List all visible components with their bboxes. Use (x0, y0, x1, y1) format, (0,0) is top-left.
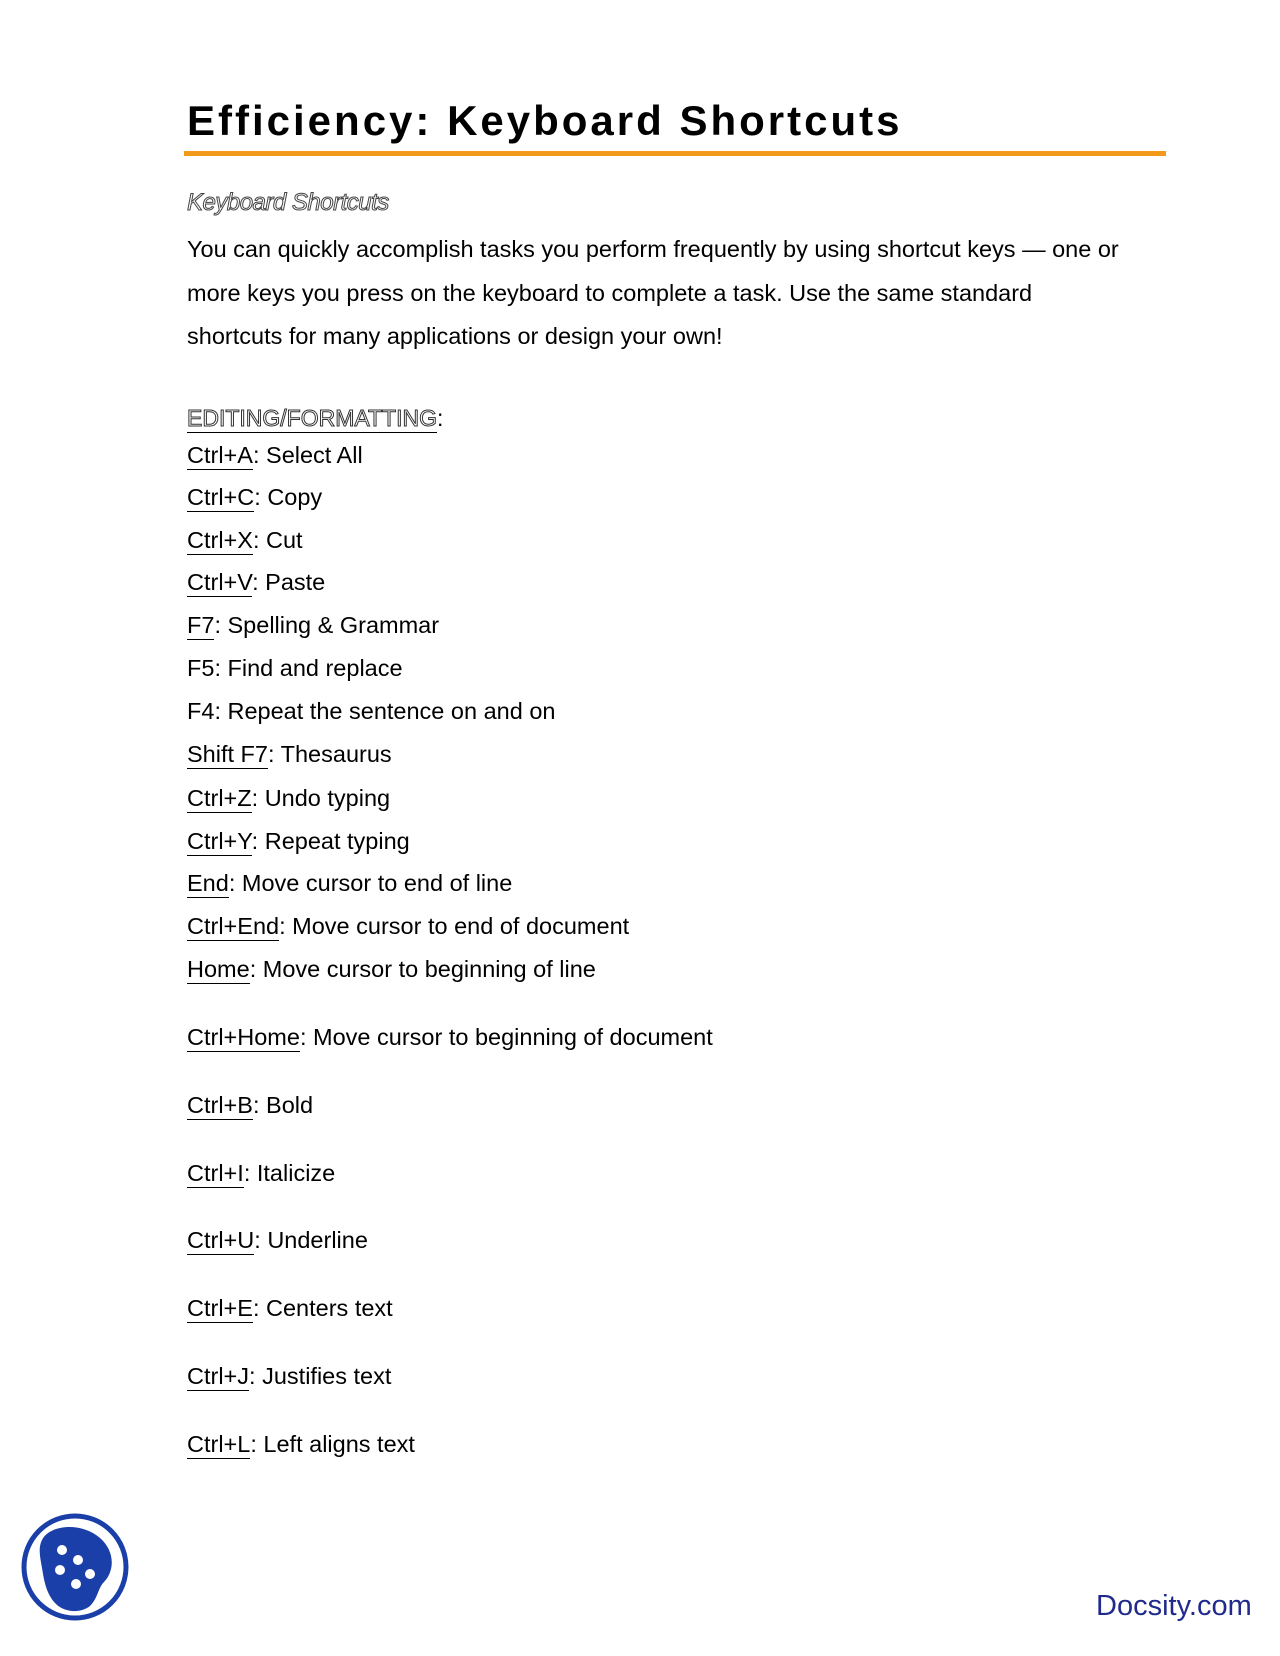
shortcut-item (187, 610, 439, 640)
intro-line: more keys you press on the keyboard to complete a task. Use the same standard (187, 279, 1033, 306)
shortcut-key: Ctrl+X (187, 527, 253, 553)
shortcut-item (187, 826, 410, 856)
shortcut-action: Cut (266, 527, 303, 553)
shortcut-item (187, 525, 303, 555)
shortcut-action: Italicize (256, 1160, 336, 1186)
shortcut-sep: : (249, 1363, 263, 1389)
shortcut-key: Shift F7 (187, 741, 268, 767)
shortcut-action: Select All (266, 442, 363, 468)
shortcut-sep: : (252, 1092, 267, 1118)
shortcut-key: Ctrl+E (187, 1295, 253, 1321)
shortcut-sep: : (214, 655, 228, 681)
shortcut-item (187, 567, 325, 597)
shortcut-sep: : (252, 527, 267, 553)
docsity-brand-link[interactable]: Docsity.com (1096, 1590, 1252, 1622)
shortcut-item (187, 954, 596, 984)
shortcut-item (187, 1022, 713, 1052)
shortcut-item (187, 1158, 335, 1188)
shortcut-action: Thesaurus (280, 741, 392, 767)
shortcut-action: Paste (265, 569, 326, 595)
shortcut-sep: : (267, 741, 281, 767)
shortcut-action: Move cursor to beginning of document (313, 1024, 713, 1050)
shortcut-item (187, 1225, 368, 1255)
shortcut-action: Find and replace (227, 655, 403, 681)
shortcut-sep: : (251, 785, 265, 811)
shortcut-key: F7 (187, 612, 215, 638)
shortcut-sep: : (252, 1295, 267, 1321)
shortcut-item (187, 696, 555, 726)
shortcut-key: Ctrl+End (187, 913, 280, 939)
shortcut-action: Underline (267, 1227, 368, 1253)
section-heading (187, 405, 443, 432)
section-heading-colon: : (437, 405, 444, 431)
shortcut-sep: : (214, 612, 228, 638)
shortcut-action: Move cursor to end of document (292, 913, 630, 939)
shortcut-key: Home (187, 956, 250, 982)
shortcut-sep: : (254, 1227, 268, 1253)
shortcut-action: Centers text (266, 1295, 393, 1321)
intro-line: shortcuts for many applications or design your own! (187, 323, 723, 349)
shortcut-key: Ctrl+B (187, 1092, 253, 1118)
shortcut-sep: : (243, 1160, 257, 1186)
shortcut-key: Ctrl+A (187, 442, 253, 468)
shortcut-action: Bold (266, 1092, 314, 1118)
subheading: Keyboard Shortcuts (187, 189, 389, 216)
docsity-logo-icon[interactable] (20, 1512, 130, 1622)
shortcut-item (187, 783, 390, 813)
shortcut-key: F5 (187, 655, 215, 681)
shortcut-key: F4 (187, 698, 215, 724)
section-heading-text: EDITING/FORMATTING (187, 405, 438, 431)
title-rule (184, 151, 1166, 156)
shortcut-key: Ctrl+V (187, 569, 253, 595)
shortcut-action: Repeat typing (264, 828, 410, 854)
shortcut-action: Move cursor to beginning of line (262, 956, 596, 982)
shortcut-key: Ctrl+L (187, 1431, 251, 1457)
shortcut-key: Ctrl+U (187, 1227, 255, 1253)
shortcut-sep: : (249, 956, 263, 982)
shortcut-action: Copy (267, 484, 323, 510)
shortcut-item (187, 653, 403, 683)
shortcut-action: Move cursor to end of line (241, 870, 513, 896)
shortcut-sep: : (228, 870, 242, 896)
shortcut-action: Repeat the sentence on and on (227, 698, 556, 724)
shortcut-item (187, 868, 512, 898)
shortcut-sep: : (279, 913, 293, 939)
shortcut-action: Left aligns text (263, 1431, 415, 1457)
shortcut-item (187, 1293, 393, 1323)
shortcut-item (187, 1429, 415, 1459)
shortcut-key: Ctrl+Home (187, 1024, 300, 1050)
shortcut-sep: : (299, 1024, 314, 1050)
shortcut-action: Justifies text (262, 1363, 392, 1389)
shortcut-key: Ctrl+C (187, 484, 255, 510)
shortcut-key: Ctrl+Y (187, 828, 252, 854)
shortcut-sep: : (252, 569, 266, 595)
shortcut-item (187, 482, 322, 512)
shortcut-key: Ctrl+I (187, 1160, 244, 1186)
shortcut-item (187, 739, 392, 769)
shortcut-key: Ctrl+Z (187, 785, 252, 811)
shortcut-item (187, 1090, 313, 1120)
shortcut-action: Undo typing (264, 785, 391, 811)
intro-line: You can quickly accomplish tasks you perform frequently by using shortcut keys — one or (187, 236, 1119, 262)
shortcut-action: Spelling & Grammar (227, 612, 440, 638)
shortcut-sep: : (252, 442, 267, 468)
shortcut-sep: : (251, 828, 265, 854)
shortcut-item (187, 911, 629, 941)
shortcut-sep: : (214, 698, 228, 724)
shortcut-sep: : (250, 1431, 264, 1457)
page-title: Efficiency: Keyboard Shortcuts (187, 97, 903, 144)
intro-paragraph (187, 228, 1187, 359)
shortcut-key: Ctrl+J (187, 1363, 250, 1389)
shortcut-item (187, 440, 363, 470)
shortcut-item (187, 1361, 391, 1391)
shortcut-key: End (187, 870, 229, 896)
shortcut-sep: : (254, 484, 268, 510)
